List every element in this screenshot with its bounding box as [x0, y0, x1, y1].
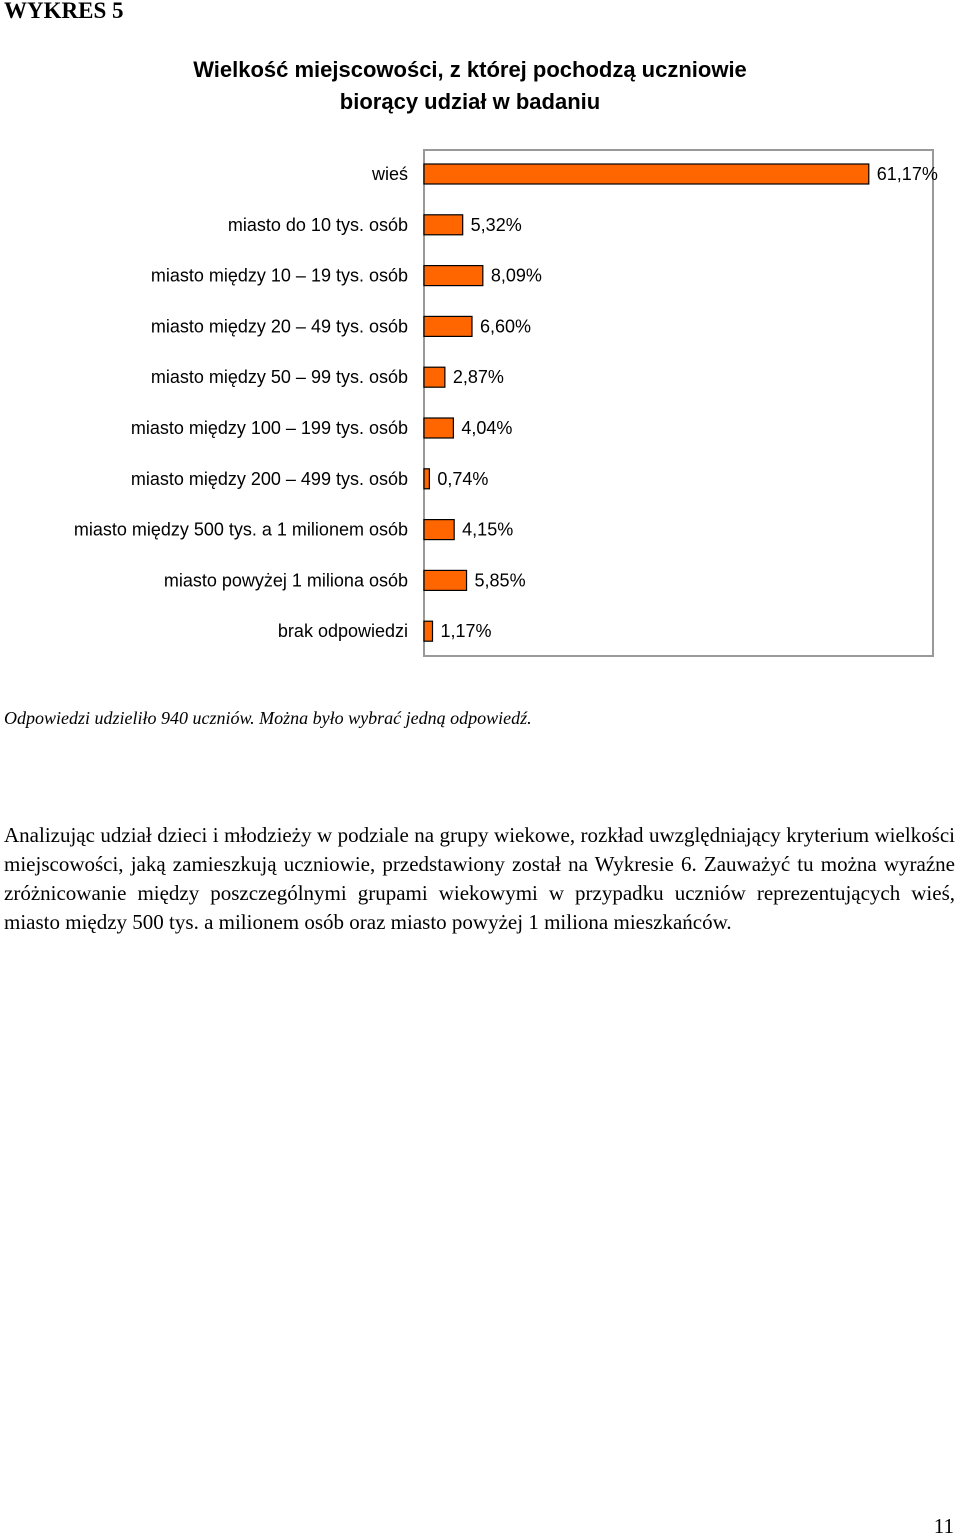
category-label: miasto powyżej 1 miliona osób: [163, 570, 408, 591]
value-label: 0,74%: [437, 468, 489, 489]
category-label: miasto do 10 tys. osób: [227, 214, 408, 235]
category-label: miasto między 20 – 49 tys. osób: [150, 316, 408, 337]
category-label: miasto między 100 – 199 tys. osób: [130, 418, 408, 438]
bar: [424, 164, 869, 184]
bar: [424, 469, 429, 489]
value-label: 1,17%: [440, 621, 492, 642]
bar: [424, 621, 433, 641]
value-label: 6,60%: [479, 316, 532, 337]
category-label: miasto między 500 tys. a 1 milionem osób: [73, 519, 408, 540]
bar: [424, 215, 463, 235]
value-label: 2,87%: [452, 367, 504, 388]
category-label: miasto między 200 – 499 tys. osób: [130, 468, 408, 489]
category-label: brak odpowiedzi: [277, 621, 408, 642]
bar: [424, 520, 454, 540]
bar: [424, 316, 472, 336]
bar: [424, 570, 467, 590]
value-label: 61,17%: [876, 164, 938, 184]
chart-title-line-2: biorący udział w badaniu: [339, 89, 601, 114]
chart-note: Odpowiedzi udzieliło 940 uczniów. Można było wybrać jedną odpowiedź.: [4, 708, 532, 728]
page-number: 11: [933, 1514, 954, 1538]
chart-title-line-1: Wielkość miejscowości, z której pochodzą uczniowie: [193, 57, 747, 82]
value-label: 5,32%: [470, 214, 522, 235]
bar: [424, 367, 445, 387]
bar-chart: [0, 140, 960, 670]
value-label: 4,15%: [462, 519, 514, 540]
category-label: wieś: [371, 164, 408, 184]
value-label: 4,04%: [461, 418, 513, 438]
page-heading: WYKRES 5: [4, 0, 124, 23]
value-label: 8,09%: [490, 265, 542, 286]
value-label: 5,85%: [474, 570, 526, 591]
body-paragraph: Analizując udział dzieci i młodzieży w podziale na grupy wiekowe, rozkład uwzględniający kryterium wielkości miejscowości, jaką zamieszkują uczniowie, przedstawiony został na Wykresie 6. Zauważyć tu można wyraźne zróżnicowanie między poszczególnymi grupami wiekowymi w przypadku uczniów reprezentujących wieś, miasto między 500 tys. a milionem osób oraz miasto powyżej 1 miliona mieszkańców.: [4, 823, 955, 934]
chart-title: [120, 54, 820, 118]
category-label: miasto między 50 – 99 tys. osób: [150, 367, 408, 388]
bar: [424, 266, 483, 286]
bar: [424, 418, 453, 438]
category-label: miasto między 10 – 19 tys. osób: [150, 265, 408, 286]
